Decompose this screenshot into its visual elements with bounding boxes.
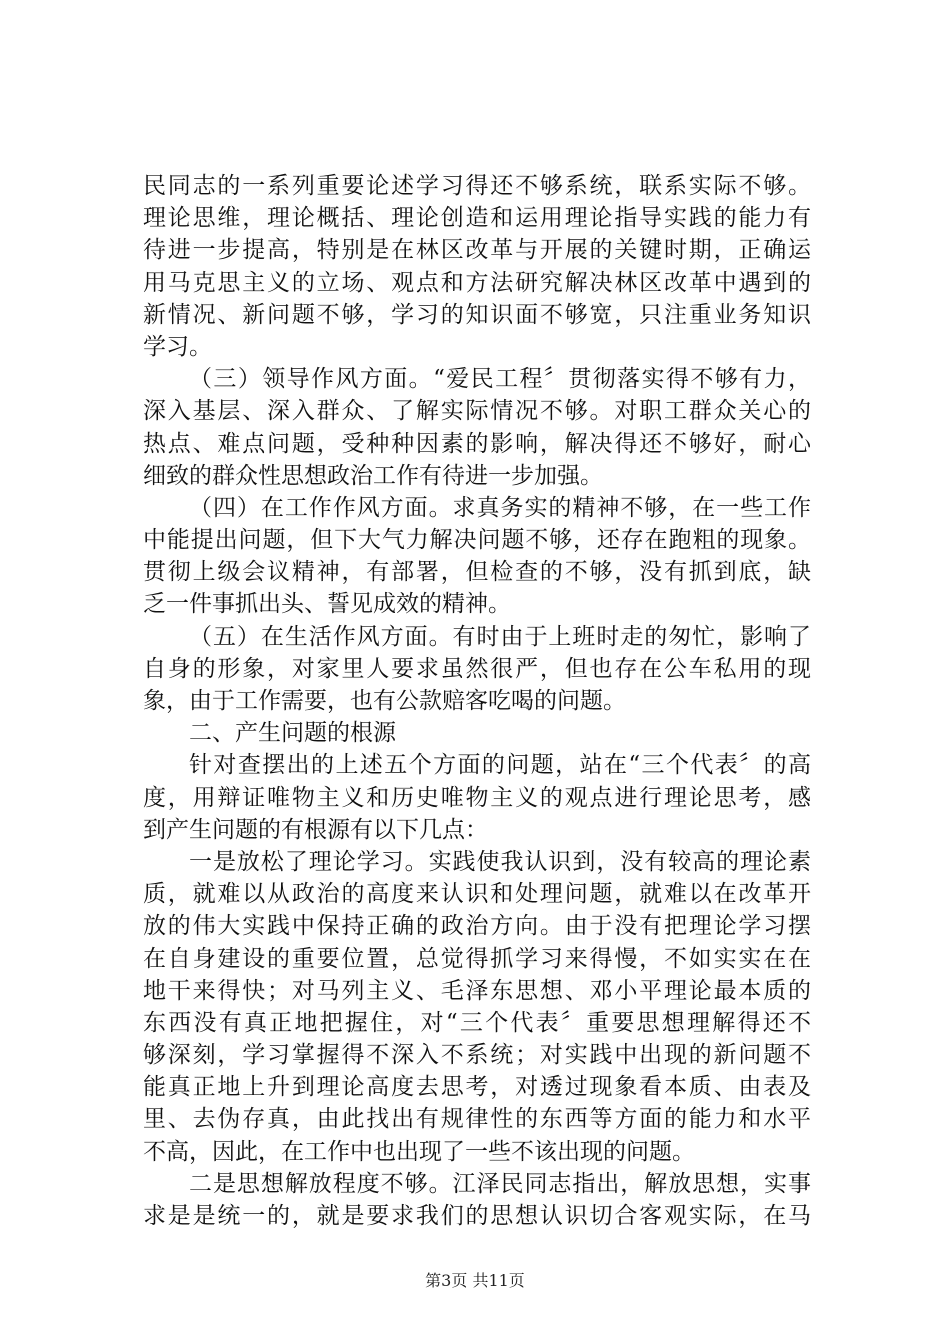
text-line: 到产生问题的有根源有以下几点： <box>143 816 488 843</box>
paragraph-start: （三）领导作风方面。“爱民工程〞贯彻落实得不够有力， <box>189 366 811 393</box>
page-number-footer: 第3页 共11页 <box>425 1271 525 1290</box>
text-line: 里、去伪存真，由此找出有规律性的东西等方面的能力和水平 <box>143 1106 811 1133</box>
text-line: 度，用辩证唯物主义和历史唯物主义的观点进行理论思考，感 <box>143 784 811 811</box>
text-line: 热点、难点问题，受种种因素的影响，解决得还不够好，耐心 <box>143 430 811 457</box>
text-line: 贯彻上级会议精神，有部署，但检查的不够，没有抓到底，缺 <box>143 559 811 586</box>
text-line: 够深刻，学习掌握得不深入不系统；对实践中出现的新问题不 <box>143 1042 811 1069</box>
text-line: 中能提出问题，但下大气力解决问题不够，还存在跑粗的现象。 <box>143 527 811 554</box>
text-line: 在自身建设的重要位置，总觉得抓学习来得慢，不如实实在在 <box>143 945 811 972</box>
text-line: 乏一件事抓出头、誓见成效的精神。 <box>143 591 511 618</box>
document-body <box>143 170 811 1232</box>
paragraph-start: （四）在工作作风方面。求真务实的精神不够，在一些工作 <box>189 494 811 521</box>
text-line: 自身的形象，对家里人要求虽然很严，但也存在公车私用的现 <box>143 655 811 682</box>
text-line: 能真正地上升到理论高度去思考，对透过现象看本质、由表及 <box>143 1074 811 1101</box>
paragraph-start: 二是思想解放程度不够。江泽民同志指出，解放思想，实事 <box>189 1170 811 1197</box>
text-line: 细致的群众性思想政治工作有待进一步加强。 <box>143 462 603 489</box>
text-line: 东西没有真正地把握住，对“三个代表〞重要思想理解得还不 <box>143 1009 811 1036</box>
text-line: 新情况、新问题不够，学习的知识面不够宽，只注重业务知识 <box>143 301 811 328</box>
paragraph-start: 针对查摆出的上述五个方面的问题，站在“三个代表〞的高 <box>189 752 811 779</box>
text-line: 民同志的一系列重要论述学习得还不够系统，联系实际不够。 <box>143 173 811 199</box>
text-line: 用马克思主义的立场、观点和方法研究解决林区改革中遇到的 <box>143 269 811 296</box>
paragraph-start: （五）在生活作风方面。有时由于上班时走的匆忙，影响了 <box>189 623 811 650</box>
text-line: 深入基层、深入群众、了解实际情况不够。对职工群众关心的 <box>143 398 811 425</box>
text-line: 质，就难以从政治的高度来认识和处理问题，就难以在改革开 <box>143 881 811 908</box>
text-line: 求是是统一的，就是要求我们的思想认识切合客观实际，在马 <box>143 1203 811 1229</box>
text-line: 象，由于工作需要，也有公款赔客吃喝的问题。 <box>143 688 626 714</box>
text-line: 地干来得快；对马列主义、毛泽东思想、邓小平理论最本质的 <box>143 977 811 1004</box>
paragraph-start: 一是放松了理论学习。实践使我认识到，没有较高的理论素 <box>189 848 811 875</box>
text-line: 理论思维，理论概括、理论创造和运用理论指导实践的能力有 <box>143 205 811 232</box>
text-line: 放的伟大实践中保持正确的政治方向。由于没有把理论学习摆 <box>143 913 811 940</box>
section-heading: 二、产生问题的根源 <box>189 720 396 747</box>
text-line: 待进一步提高，特别是在林区改革与开展的关键时期，正确运 <box>143 237 811 264</box>
text-line: 不高，因此，在工作中也出现了一些不该出现的问题。 <box>143 1138 695 1165</box>
text-line: 学习。 <box>143 333 212 360</box>
